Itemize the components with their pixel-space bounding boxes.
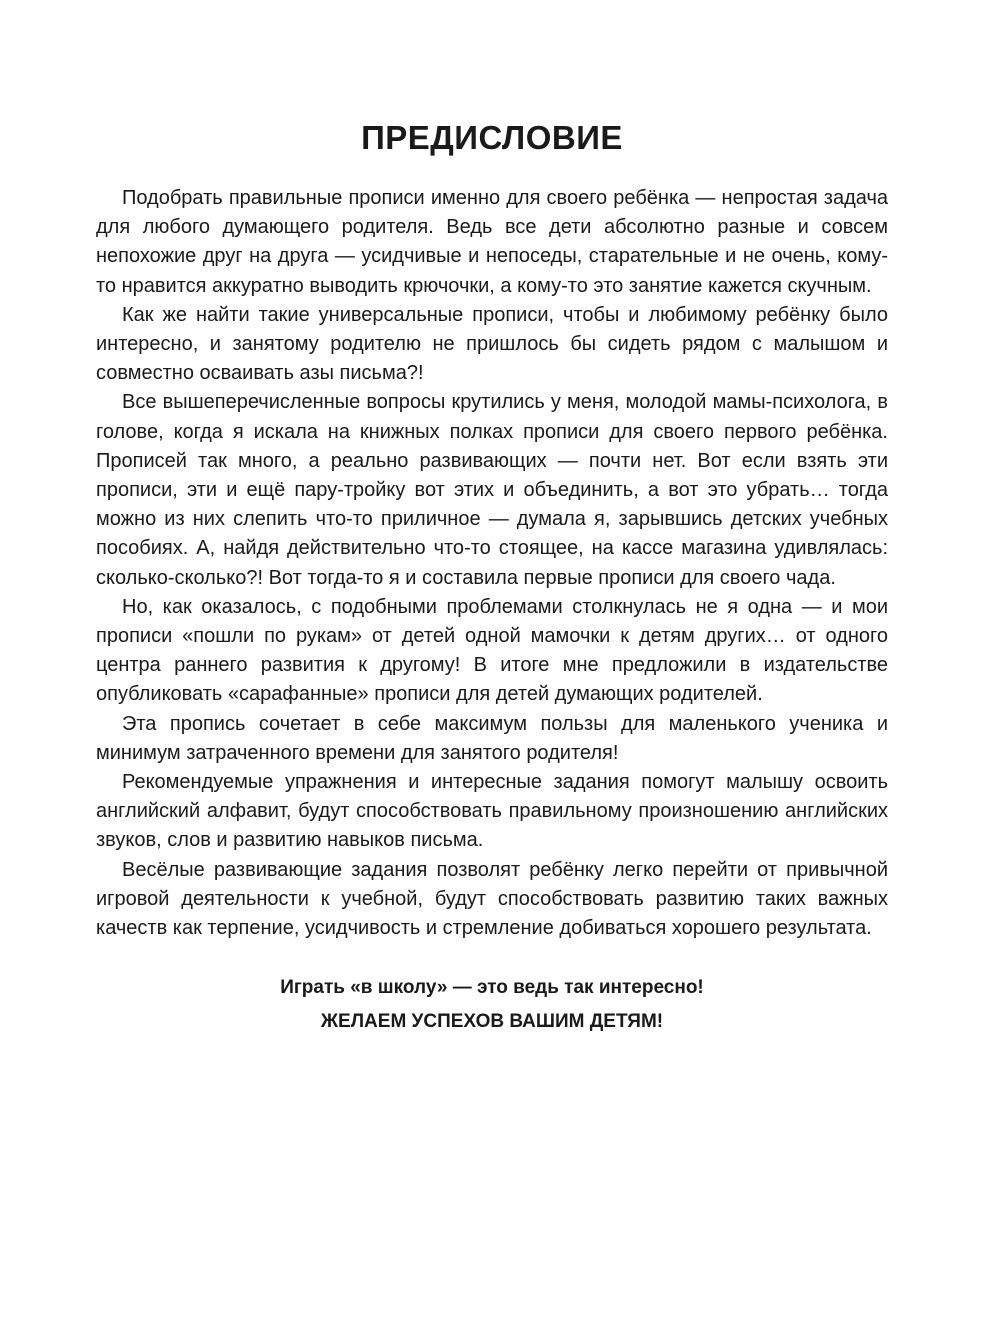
closing-tagline: Играть «в школу» — это ведь так интересно!: [280, 977, 704, 999]
document-page: [96, 0, 888, 1041]
paragraph: Рекомендуемые упражнения и интересные задания помогут малышу освоить английский алфавит, будут способствовать правильному произношению английских звуков, слов и развитию навыков письма.: [96, 771, 888, 852]
paragraph: Но, как оказалось, с подобными проблемами столкнулась не я одна — и мои прописи «пошли по рукам» от детей одной мамочки к детям других… от одного центра раннего развития к другому! В итоге мне предложили в издательстве опубликовать «сарафанные» прописи для детей думающих родителей.: [96, 595, 888, 706]
paragraph: Подобрать правильные прописи именно для своего ребёнка — непростая задача для любого думающего родителя. Ведь все дети абсолютно разные и совсем непохожие друг на друга — усидчивые и непоседы, старательные и не очень, кому-то нравится аккуратно выводить крючочки, а кому-то это занятие кажется скучным.: [96, 187, 888, 297]
preface-body: [96, 184, 888, 943]
paragraph: Эта пропись сочетает в себе максимум пользы для маленького ученика и минимум затраченного времени для занятого родителя!: [96, 712, 888, 764]
closing-block: [96, 973, 888, 1037]
paragraph: Как же найти такие универсальные прописи, чтобы и любимому ребёнку было интересно, и занятому родителю не пришлось бы сидеть рядом с малышом и совместно осваивать азы письма?!: [96, 303, 888, 385]
paragraph: Весёлые развивающие задания позволят ребёнку легко перейти от привычной игровой деятельности к учебной, будут способствовать развитию таких важных качеств как терпение, усидчивость и стремление добиваться хорошего результата.: [96, 858, 888, 940]
paragraph: Все вышеперечисленные вопросы крутились у меня, молодой мамы-психолога, в голове, когда я искала на книжных полках прописи для своего первого ребёнка. Прописей так много, а реально развивающих — почти нет. Вот если взять эти прописи, эти и ещё пару-тройку вот этих и объединить, а вот это убрать… тогда можно из них слепить что-то приличное — думала я, зарывшись детских учебных пособиях. А, найдя действительно что-то стоящее, на кассе магазина удивлялась: сколько-сколько?! Вот тогда-то я и составила первые прописи для своего чада.: [96, 391, 888, 589]
closing-wish: ЖЕЛАЕМ УСПЕХОВ ВАШИМ ДЕТЯМ!: [320, 1011, 664, 1033]
page-title: ПРЕДИСЛОВИЕ: [361, 119, 623, 156]
